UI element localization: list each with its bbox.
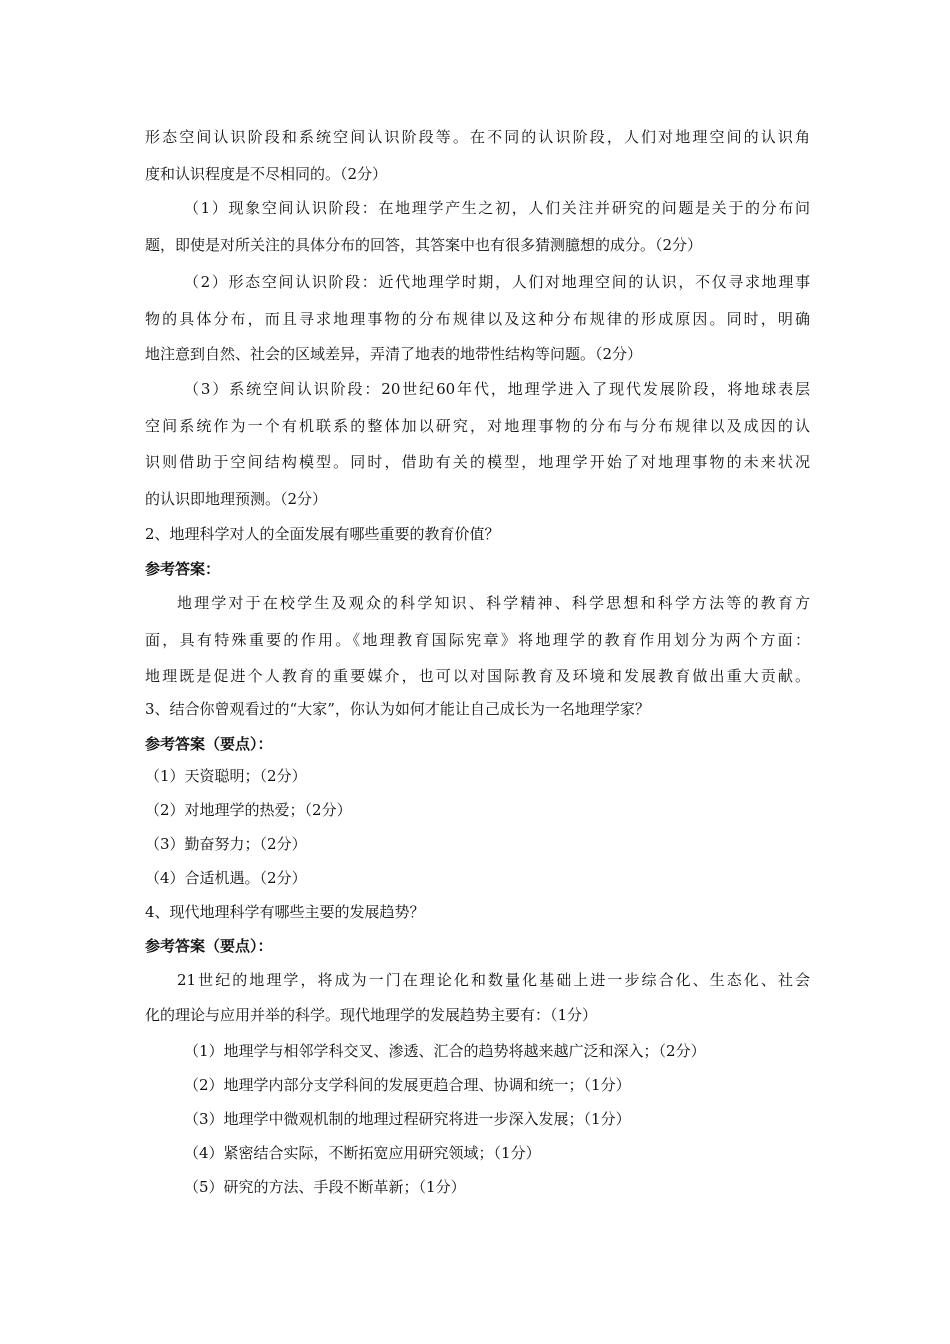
list-item: （5）研究的方法、手段不断革新；（1分） <box>184 1178 466 1196</box>
text-line: 空间系统作为一个有机联系的整体加以研究，对地理事物的分布与分布规律以及成因的认 <box>145 417 810 435</box>
answer-heading: 参考答案（要点）： <box>145 735 273 753</box>
answer-heading: 参考答案（要点）： <box>145 937 273 955</box>
list-item: （3）地理学中微观机制的地理过程研究将进一步深入发展；（1分） <box>184 1110 631 1128</box>
text-line: （1）现象空间认识阶段：在地理学产生之初，人们关注并研究的问题是关于的分布问 <box>184 199 810 217</box>
list-item: （1）天资聪明；（2分） <box>145 767 307 785</box>
question-heading: 2、地理科学对人的全面发展有哪些重要的教育价值？ <box>145 525 500 543</box>
text-line: 形态空间认识阶段和系统空间认识阶段等。在不同的认识阶段，人们对地理空间的认识角 <box>145 128 810 146</box>
text-line: 题，即使是对所关注的具体分布的回答，其答案中也有很多猜测臆想的成分。（2分） <box>145 236 703 254</box>
text-line: （2）形态空间认识阶段：近代地理学时期，人们对地理空间的认识，不仅寻求地理事 <box>184 273 810 291</box>
list-item: （3）勤奋努力；（2分） <box>145 835 307 853</box>
question-heading: 3、结合你曾观看过的“大家”，你认为如何才能让自己成长为一名地理学家？ <box>145 700 650 718</box>
text-line: 物的具体分布，而且寻求地理事物的分布规律以及这种分布规律的形成原因。同时，明确 <box>145 310 810 328</box>
answer-heading: 参考答案： <box>145 560 221 578</box>
text-line: 度和认识程度是不尽相同的。（2分） <box>145 165 388 183</box>
text-line: 地注意到自然、社会的区域差异，弄清了地表的地带性结构等问题。（2分） <box>145 345 643 363</box>
text-line: 地理既是促进个人教育的重要媒介，也可以对国际教育及环境和发展教育做出重大贡献。 <box>145 667 810 685</box>
text-line: 地理学对于在校学生及观众的科学知识、科学精神、科学思想和科学方法等的教育方 <box>177 594 810 612</box>
list-item: （2）地理学内部分支学科间的发展更趋合理、协调和统一；（1分） <box>184 1076 631 1094</box>
text-line: 识则借助于空间结构模型。同时，借助有关的模型，地理学开始了对地理事物的未来状况 <box>145 453 810 471</box>
list-item: （4）合适机遇。（2分） <box>145 869 307 887</box>
list-item: （1）地理学与相邻学科交叉、渗透、汇合的趋势将越来越广泛和深入；（2分） <box>184 1042 706 1060</box>
text-line: 化的理论与应用并举的科学。现代地理学的发展趋势主要有：（1分） <box>145 1006 598 1024</box>
text-line: 的认识即地理预测。（2分） <box>145 490 328 508</box>
text-line: 面，具有特殊重要的作用。《地理教育国际宪章》将地理学的教育作用划分为两个方面： <box>145 631 810 649</box>
list-item: （2）对地理学的热爱；（2分） <box>145 801 352 819</box>
list-item: （4）紧密结合实际，不断拓宽应用研究领域；（1分） <box>184 1144 541 1162</box>
text-line: （3）系统空间认识阶段：20世纪60年代，地理学进入了现代发展阶段，将地球表层 <box>184 380 810 398</box>
text-line: 21世纪的地理学，将成为一门在理论化和数量化基础上进一步综合化、生态化、社会 <box>177 971 810 989</box>
question-heading: 4、现代地理科学有哪些主要的发展趋势？ <box>145 903 425 921</box>
